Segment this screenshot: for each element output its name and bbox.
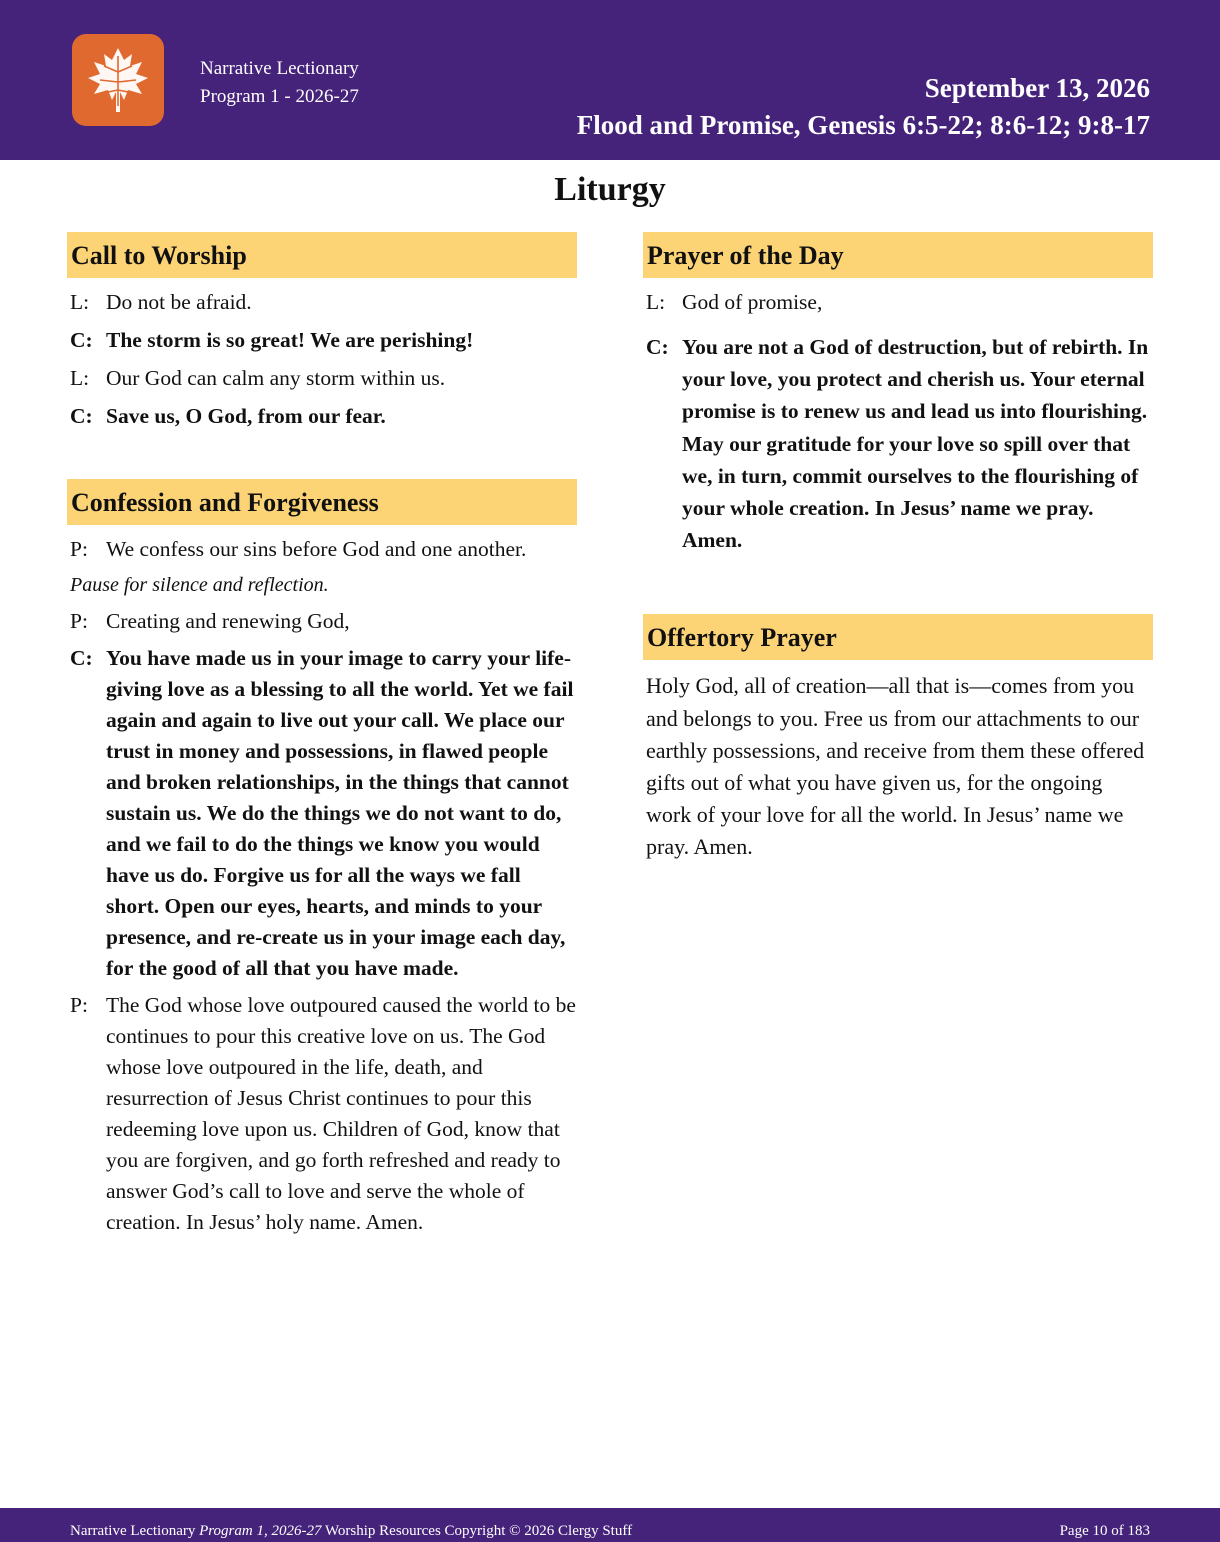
- confession-line: [67, 535, 577, 563]
- copyright-program: Program 1, 2026-27: [199, 1523, 322, 1539]
- call-text: Save us, O God, from our fear.: [106, 404, 386, 428]
- program-year: Program 1 - 2026-27: [200, 86, 359, 107]
- call-text: The storm is so great! We are perishing!: [106, 328, 474, 352]
- page-title: Liturgy: [554, 171, 666, 208]
- call-line: [67, 288, 577, 316]
- speaker-label: L:: [646, 290, 666, 314]
- speaker-label: C:: [70, 646, 93, 670]
- prayer-text: You are not a God of destruction, but of rebirth. In your love, you protect and cherish us. Your eternal promise is to renew us and lead us into flourishing. May our gratitude for your love so spill over that we, in turn, commit ourselves to the flourishing of your whole creation. In Jesus’ name we pray. Amen.: [682, 335, 1149, 553]
- date-and-reading: [577, 70, 1150, 144]
- logo: [72, 34, 164, 126]
- copyright-suffix: Worship Resources Copyright © 2026 Clergy Stuff: [321, 1523, 633, 1539]
- call-line: [67, 326, 577, 354]
- call-text: Our God can calm any storm within us.: [106, 366, 446, 390]
- rubric-instruction: Pause for silence and reflection.: [70, 574, 329, 596]
- speaker-label: P:: [70, 609, 88, 633]
- prayer-of-day-heading: Prayer of the Day: [643, 232, 1153, 278]
- call-line: [67, 402, 577, 430]
- program-name: Narrative Lectionary: [200, 58, 359, 79]
- confession-line: [67, 607, 577, 635]
- call-text: Do not be afraid.: [106, 290, 252, 314]
- call-line: [67, 364, 577, 392]
- confession-text: You have made us in your image to carry your life-giving love as a blessing to all the world. Yet we fail again and again to live out your call. We place our trust in money and possessions, in flawed people and broken relationships, in the things that cannot sustain us. We do the things we do not want to do, and we fail to do the things we know you would have us do. Forgive us for all the ways we fall short. Open our eyes, hearts, and minds to your presence, and re-create us in your image each day, for the good of all that you have made.: [106, 646, 574, 980]
- speaker-label: C:: [70, 328, 93, 352]
- absolution-text: The God whose love outpoured caused the world to be continues to pour this creative love on us. The God whose love outpoured in the life, death, and resurrection of Jesus Christ continues to pour this redeeming love upon us. Children of God, know that you are forgiven, and go forth refreshed and ready to answer God’s call to love and serve the whole of creation. In Jesus’ holy name. Amen.: [106, 993, 576, 1234]
- call-to-worship-heading: Call to Worship: [67, 232, 577, 278]
- page-number: Page 10 of 183: [1059, 1523, 1150, 1539]
- speaker-label: P:: [70, 537, 88, 561]
- right-column: [643, 232, 1153, 864]
- absolution: [67, 990, 577, 1238]
- page-footer: [0, 1508, 1220, 1542]
- speaker-label: L:: [70, 366, 90, 390]
- program-info: [200, 55, 359, 111]
- prayer-text: God of promise,: [682, 290, 823, 314]
- page-header: [0, 0, 1220, 160]
- prayer-line: [643, 288, 1153, 316]
- service-date: September 13, 2026: [924, 73, 1150, 103]
- confession-text: We confess our sins before God and one another.: [106, 537, 527, 561]
- copyright-prefix: Narrative Lectionary: [70, 1523, 200, 1539]
- copyright: [70, 1522, 632, 1540]
- speaker-label: P:: [70, 993, 88, 1017]
- maple-leaf-icon: [80, 42, 156, 118]
- speaker-label: C:: [646, 335, 669, 359]
- offertory-prayer: Holy God, all of creation—all that is—comes from you and belongs to you. Free us from our attachments to our earthly possessions, and receive from them these offered gifts out of what you have given us, for the ongoing work of your love for all the world. In Jesus’ name we pray. Amen.: [646, 673, 1145, 860]
- confession-text: Creating and renewing God,: [106, 609, 350, 633]
- speaker-label: C:: [70, 404, 93, 428]
- prayer-line: [643, 331, 1153, 556]
- offertory-heading: Offertory Prayer: [643, 614, 1153, 660]
- confession-prayer: [67, 643, 577, 984]
- left-column: [67, 232, 577, 1238]
- reading-title: Flood and Promise, Genesis 6:5-22; 8:6-12; 9:8-17: [576, 110, 1150, 140]
- speaker-label: L:: [70, 290, 90, 314]
- confession-heading: Confession and Forgiveness: [67, 479, 577, 525]
